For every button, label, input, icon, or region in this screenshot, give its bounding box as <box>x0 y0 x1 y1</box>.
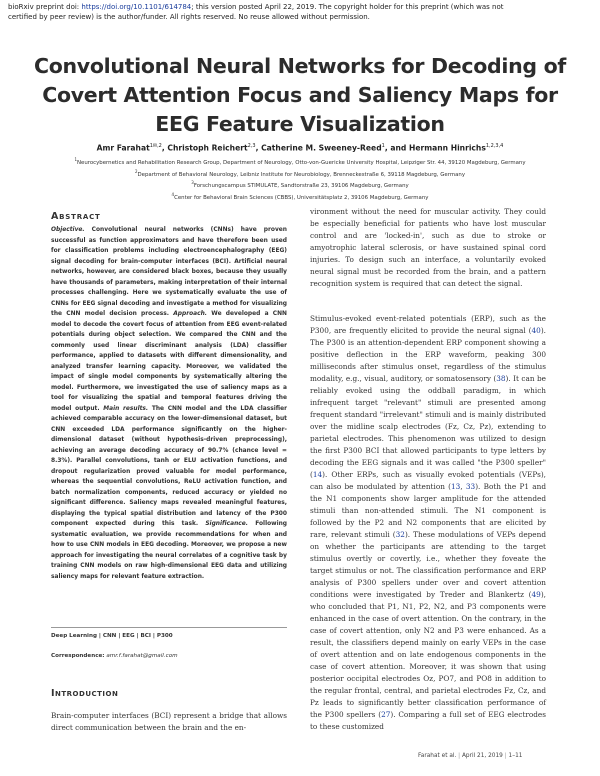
abstract-body: Objective. Convolutional neural networks (CNNs) have proven successful as function approximators and have therefore been used for classification problems including electroencephalography (EEG) signal decoding for brain-computer interfaces (BCI). Artificial neural networks, however, are considered black boxes, because they usually have thousands of parameters, making interpretation of their internal processes challenging. Here we systematically evaluate the use of CNNs for EEG signal decoding and investigate a method for visualizing the CNN model decision process. Approach. We developed a CNN model to decode the covert focus of attention from EEG event-related potentials during object selection. We compared the CNN and the commonly used linear discriminant analysis (LDA) classifier performance, applied to datasets with different dimensionality, and analyzed transfer learning capacity. Moreover, we validated the impact of single model components by systematically altering the model. Furthermore, we investigated the use of saliency maps as a tool for visualizing the spatial and temporal features driving the model output. Main results. The CNN model and the LDA classifier achieved comparable accuracy on the lower-dimensional dataset, but CNN exceeded LDA performance significantly on the higher-dimensional dataset (without hypothesis-driven preprocessing), achieving an average decoding accuracy of 90.7% (chance level = 8.3%). Parallel convolutions, tanh or ELU activation functions, and dropout regularization proved valuable for model performance, whereas the sequential convolutions, ReLU activation function, and batch normalization components, reduced accuracy or yielded no significant difference. Saliency maps revealed meaningful features, displaying the typical spatial distribution and latency of the P300 component expected during this task. Significance. Following systematic evaluation, we provide recommendations for when and how to use CNN models in EEG decoding. Moreover, we propose a new approach for investigating the neural correlates of a cognitive task by training CNN models on raw high-dimensional EEG data and utilizing saliency maps for relevant feature extraction. <box>51 227 288 580</box>
correspondence-email[interactable]: amr.f.farahat@gmail.com <box>106 653 178 659</box>
citation-link[interactable]: 40 <box>531 326 541 335</box>
right-column-paragraph-1: vironment without the need for muscular activity. They could be especially beneficial for patients who have lost muscular control and are 'locked-in', such as due to stroke or amyotrophic lateral sclerosis, or have sustained spinal cord injuries. To design such an interface, a voluntarily evoked neural signal must be recorded from the brain, and a pattern recognition system is required that can detect the signal. <box>310 207 546 288</box>
footer-pages: 1–11 <box>508 753 523 759</box>
footer-date: April 21, 2019 <box>461 753 503 759</box>
author: Christoph Reichert <box>167 143 248 153</box>
citation-link[interactable]: 32 <box>395 530 405 539</box>
keywords-divider <box>51 627 287 628</box>
author: and Hermann Hinrichs <box>390 143 486 153</box>
affiliation: $^2$Department of Behavioral Neurology, Leibniz Institute for Neurobiology, Brenneckestraße 6, 39118 Magdeburg, Germany <box>134 168 466 178</box>
affiliations <box>30 156 570 202</box>
author: Catherine M. Sweeney-Reed <box>261 143 382 153</box>
abstract-heading: Abstract <box>51 211 101 222</box>
keywords: Deep Learning | CNN | EEG | BCI | P300 <box>51 633 173 639</box>
right-column-paragraph-2: Stimulus-evoked event-related potentials (ERP), such as the P300, are frequently elicited to provide the neural signal (40). The P300 is an attention-dependent ERP component showing a positive deflection in the ERP waveform, peaking 300 milliseconds after stimulus onset, regardless of the stimulus modality, e.g., visual, auditory, or somatosensory (38). It can be reliably evoked using the oddball paradigm, in which infrequent target "relevant" stimuli are presented among frequent standard "irrelevant" stimuli and is mainly distributed over the midline scalp electrodes (Fz, Cz, Pz), extending to parietal electrodes. This phenomenon was utilized to design the first P300 BCI that allowed participants to type letters by decoding the EEG signals and it was called "the P300 speller" (14). Other ERPs, such as visually evoked potentials (VEPs), can also be modulated by attention (13, 33). Both the P1 and the N1 components show larger amplitude for the attended stimuli than non-attended stimuli. The N1 component is followed by the P2 and N2 components that are elicited by rare, relevant stimuli (32). These modulations of VEPs depend on whether the participants are attending to the target stimulus overtly or covertly, i.e., whether they foveate the target stimulus or not. The classification performance and ERP analysis of P300 spellers under over and covert attention conditions were investigated by Treder and Blankertz (49), who concluded that P1, N1, P2, N2, and P3 components were enhanced in the case of overt attention. On the contrary, in the case of covert attention, only N2 and P3 were enhanced. As a result, the classifiers depend mainly on early VEPs in the case of overt attention and on late endogenous components in the case of covert attention. Moreover, it was shown that using posterior occipital electrodes Oz, PO7, and PO8 in addition to the regular frontal, central, and parietal electrodes Fz, Cz, and Pz leads to significantly better classification performance of the P300 spellers (27). Comparing a full set of EEG electrodes to these customized <box>310 314 546 731</box>
header-line-2: certified by peer review) is the author/funder. All rights reserved. No reuse allowed without permission. <box>8 12 370 21</box>
footer-author: Farahat et al. <box>418 753 457 759</box>
citation-link[interactable]: 14 <box>312 470 323 479</box>
citation-link[interactable]: 33 <box>465 482 476 491</box>
author-list: Amr Farahat$^{1✉,2}$, Christoph Reichert$^{2,3}$, Catherine M. Sweeney-Reed$^1$, and Hermann Hinrichs$^{1,2,3,4}$ <box>96 143 504 153</box>
introduction-heading: Introduction <box>51 688 119 699</box>
author: Amr Farahat <box>96 143 150 153</box>
affiliation: $^3$Forschungscampus STIMULATE, Sandtorstraße 23, 39106 Magdeburg, Germany <box>191 180 409 189</box>
correspondence: Correspondence: amr.f.farahat@gmail.com <box>51 653 178 659</box>
header-line-1: bioRxiv preprint doi: https://doi.org/10.1101/614784; this version posted April 22, 2019. The copyright holder for this preprint (which was not <box>8 3 504 11</box>
affiliation: $^4$Center for Behavioral Brain Sciences (CBBS), Universitätsplatz 2, 39106 Magdeburg, Germany <box>171 191 429 201</box>
affiliation: $^1$Neurocybernetics and Rehabilitation Research Group, Department of Neurology, Otto-von-Guericke University Hospital, Leipziger Str. 44, 39120 Magdeburg, Germany <box>74 157 526 166</box>
page-footer <box>418 753 523 759</box>
footer-separator: | <box>458 753 461 759</box>
introduction-text: Brain-computer interfaces (BCI) represent a bridge that allows direct communication between the brain and the en- <box>51 711 287 732</box>
paper-title: Convolutional Neural Networks for Decoding of Covert Attention Focus and Saliency Maps for EEG Feature Visualization <box>33 54 567 136</box>
preprint-header <box>8 3 528 22</box>
citation-link[interactable]: 49 <box>531 590 541 599</box>
doi-link[interactable]: https://doi.org/10.1101/614784 <box>81 3 192 11</box>
footer-separator: | <box>504 753 507 759</box>
citation-link[interactable]: 27 <box>381 710 391 719</box>
citation-link[interactable]: 38 <box>496 374 506 383</box>
citation-link[interactable]: 13 <box>451 482 461 491</box>
